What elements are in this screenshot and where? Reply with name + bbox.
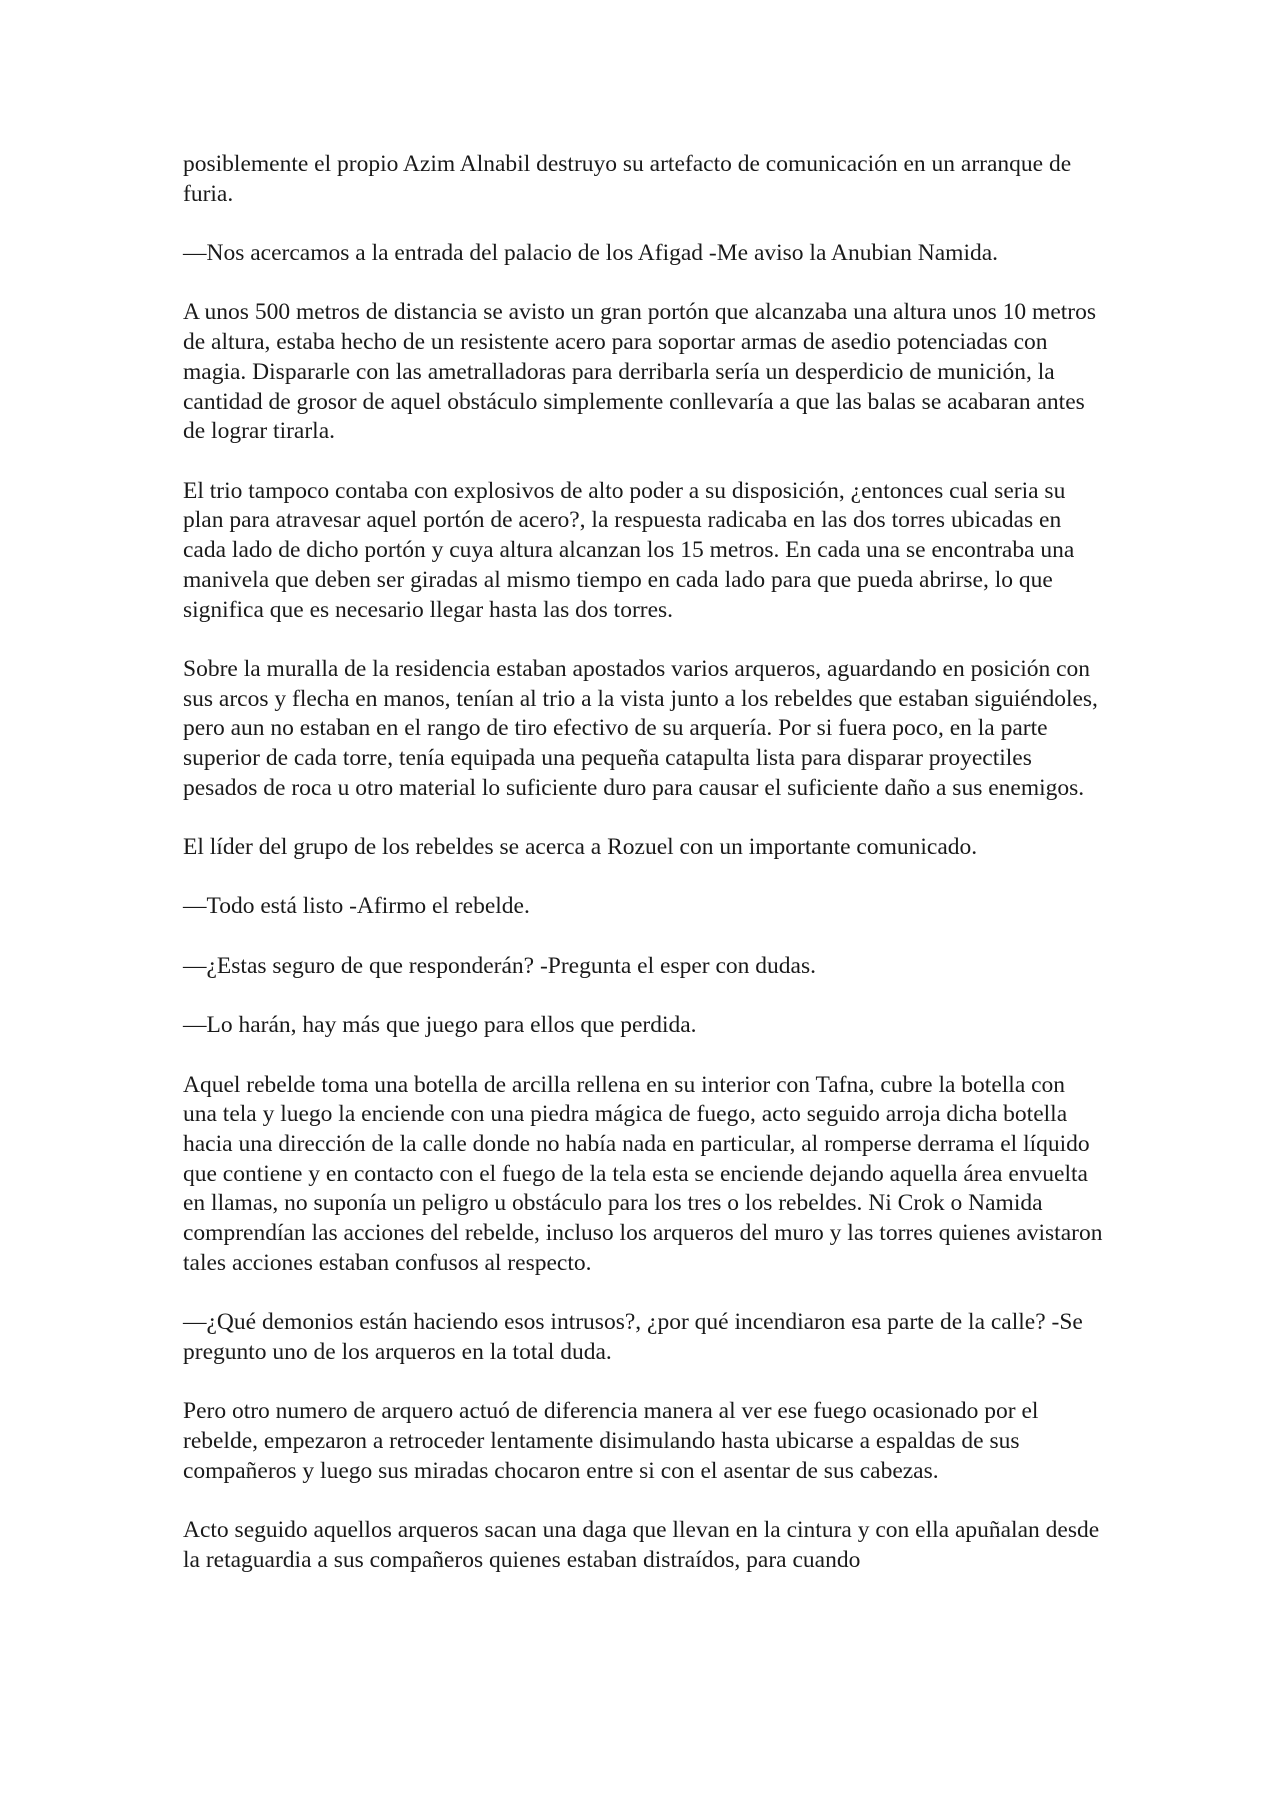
document-body [183,150,1103,1576]
paragraph-6: El líder del grupo de los rebeldes se acerca a Rozuel con un importante comunicado. [183,834,978,861]
paragraph-5: Sobre la muralla de la residencia estaban apostados varios arqueros, aguardando en posición con sus arcos y flecha en manos, tenían al trio a la vista junto a los rebeldes que estaban siguiéndoles, pero aun no estaban en el rango de tiro efectivo de su arquería. Por si fuera poco, en la parte superior de cada torre, tenía equipada una pequeña catapulta lista para disparar proyectiles pesados de roca u otro material lo suficiente duro para causar el suficiente daño a sus enemigos. [183,655,1098,801]
paragraph-7: —Todo está listo -Afirmo el rebelde. [183,893,530,920]
paragraph-12: Pero otro numero de arquero actuó de diferencia manera al ver ese fuego ocasionado por el rebelde, empezaron a retroceder lentamente disimulando hasta ubicarse a espaldas de sus compañeros y luego sus miradas chocaron entre si con el asentar de sus cabezas. [183,1398,1039,1484]
paragraph-11: —¿Qué demonios están haciendo esos intrusos?, ¿por qué incendiaron esa parte de la calle? -Se pregunto uno de los arqueros en la total duda. [183,1309,1083,1365]
paragraph-2: —Nos acercamos a la entrada del palacio de los Afigad -Me aviso la Anubian Namida. [183,240,999,267]
paragraph-3: A unos 500 metros de distancia se avisto un gran portón que alcanzaba una altura unos 10 metros de altura, estaba hecho de un resistente acero para soportar armas de asedio potenciadas con magia. Dispararle con las ametralladoras para derribarla sería un desperdicio de munición, la cantidad de grosor de aquel obstáculo simplemente conllevaría a que las balas se acabaran antes de lograr tirarla. [183,299,1097,445]
paragraph-8: —¿Estas seguro de que responderán? -Pregunta el esper con dudas. [183,952,816,979]
paragraph-1: posiblemente el propio Azim Alnabil destruyo su artefacto de comunicación en un arranque de furia. [183,151,1072,207]
paragraph-4: El trio tampoco contaba con explosivos de alto poder a su disposición, ¿entonces cual seria su plan para atravesar aquel portón de acero?, la respuesta radicaba en las dos torres ubicadas en cada lado de dicho portón y cuya altura alcanzan los 15 metros. En cada una se encontraba una manivela que deben ser giradas al mismo tiempo en cada lado para que pueda abrirse, lo que significa que es necesario llegar hasta las dos torres. [183,477,1075,623]
paragraph-13: Acto seguido aquellos arqueros sacan una daga que llevan en la cintura y con ella apuñalan desde la retaguardia a sus compañeros quienes estaban distraídos, para cuando [183,1517,1100,1573]
paragraph-10: Aquel rebelde toma una botella de arcilla rellena en su interior con Tafna, cubre la botella con una tela y luego la enciende con una piedra mágica de fuego, acto seguido arroja dicha botella hacia una dirección de la calle donde no había nada en particular, al romperse derrama el líquido que contiene y en contacto con el fuego de la tela esta se enciende dejando aquella área envuelta en llamas, no suponía un peligro u obstáculo para los tres o los rebeldes. Ni Crok o Namida comprendían las acciones del rebelde, incluso los arqueros del muro y las torres quienes avistaron tales acciones estaban confusos al respecto. [183,1071,1103,1276]
paragraph-9: —Lo harán, hay más que juego para ellos que perdida. [183,1012,697,1039]
